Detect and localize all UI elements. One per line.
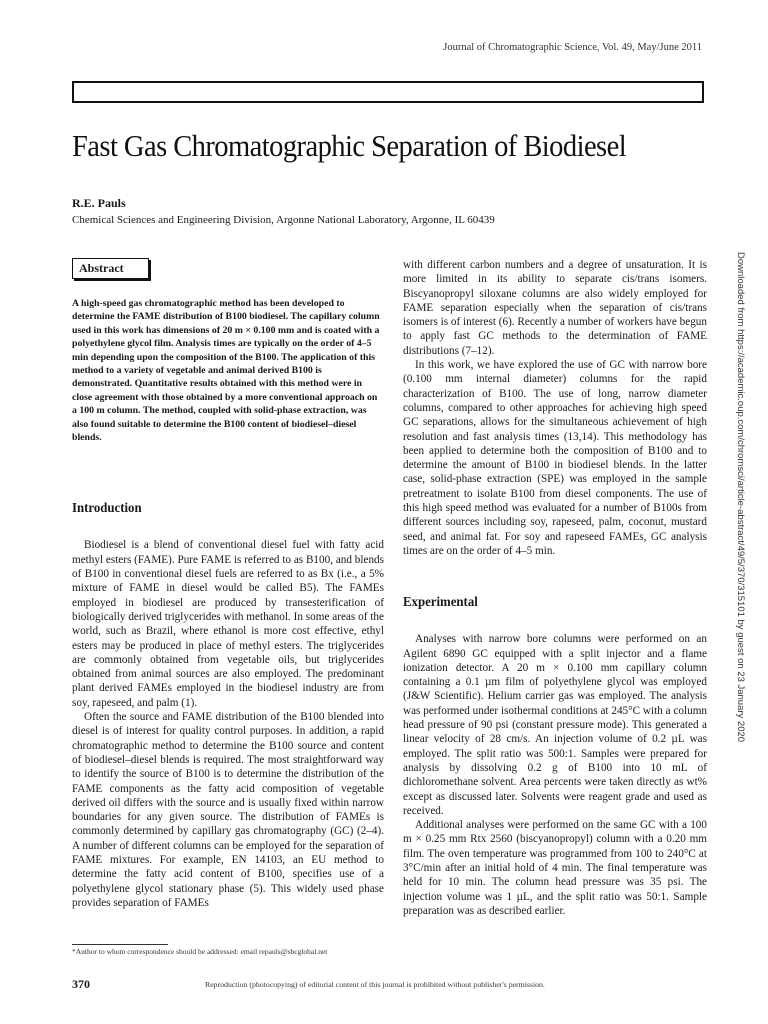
introduction-paragraph-1: Biodiesel is a blend of conventional diesel fuel with fatty acid methyl esters (FAME). Pure FAME is referred to as B100, and blends of B100 in conventional diesel fuels are referred to as Bx (i.e., a 5% mixture of FAME in diesel would be called B5). The FAMEs employed in biodiesel are produced by transesterification of biologically derived triglycerides with methanol. In some areas of the world, such as Brazil, where ethanol is more cost effective, ethyl esters may be produced in place of methyl esters. The triglycerides are commonly obtained from vegetable oils, but triglycerides obtained from animal sources are also employed. The predominant plant derived FAMEs employed in the biodiesel industry are from soy, rapeseed, and palm (1). xyxy=(72,539,384,709)
left-column xyxy=(72,258,384,910)
experimental-heading: Experimental xyxy=(403,594,478,610)
author-affiliation: Chemical Sciences and Engineering Division, Argonne National Laboratory, Argonne, IL 60439 xyxy=(72,214,495,226)
abstract-text: A high-speed gas chromatographic method has been developed to determine the FAME distribution of B100 biodiesel. The capillary column used in this work has dimensions of 20 m × 0.100 mm and is coated with a polyethylene glycol film. Analysis times are typically on the order of 4–5 min depending upon the composition of the B100. The application of this method to a variety of vegetable and animal derived B100 is demonstrated. Quantitative results obtained with this method were in close agreement with those obtained by a more conventional approach on a 100 m column. The method, coupled with solid-phase extraction, was also found suitable to determine the B100 content of biodiesel–diesel blends. xyxy=(72,298,380,444)
footnote-rule xyxy=(72,944,168,945)
experimental-paragraph-2: Additional analyses were performed on the same GC with a 100 m × 0.25 mm Rtx 2560 (biscyanopropyl) column with a 0.20 mm film. The oven temperature was programmed from 100 to 240°C at 3°C/min after an initial hold of 4 min. The final temperature was held for 10 min. The column head pressure was 35 psi. The injection volume was 1 µL, and the split ratio was 50:1. Sample preparation was as described earlier. xyxy=(403,819,707,917)
journal-citation: Journal of Chromatographic Science, Vol. 49, May/June 2011 xyxy=(443,42,702,53)
right-column xyxy=(403,258,707,918)
experimental-paragraph-1: Analyses with narrow bore columns were performed on an Agilent 6890 GC equipped with a split injector and a flame ionization detector. A 20 m × 0.100 mm capillary column containing a 0.1 µm film of polyethylene glycol was employed (J&W Scientific). Helium carrier gas was employed. The analysis was performed under isothermal conditions at 245°C with a column head pressure of 90 psi (constant pressure mode). This generated a linear velocity of 28 cm/s. An injection volume of 0.2 µL was employed. The split ratio was 500:1. Samples were prepared for analysis by dissolving 0.2 g of B100 into 10 mL of dichloromethane solvent. Area percents were taken directly as wt% except as discussed later. Solvents were reagent grade and used as received. xyxy=(403,633,707,817)
download-watermark: Downloaded from https://academic.oup.com/chromsci/article-abstract/49/5/370/315101 by guest on 23 January 2020 xyxy=(735,252,746,743)
reproduction-notice: Reproduction (photocopying) of editorial content of this journal is prohibited without publisher's permission. xyxy=(205,980,545,989)
author-name: R.E. Pauls xyxy=(72,196,126,210)
article-title: Fast Gas Chromatographic Separation of Biodiesel xyxy=(72,128,627,163)
introduction-paragraph-3: with different carbon numbers and a degree of unsaturation. It is more limited in its ability to separate cis/trans isomers. Biscyanopropyl siloxane columns are also widely employed for FAME separation especially when the separation of cis/trans isomers is of interest (6). Recently a number of workers have begun to apply fast GC methods to the determination of FAME distributions (7–12). xyxy=(403,259,707,357)
introduction-heading: Introduction xyxy=(72,500,142,516)
abstract-label: Abstract xyxy=(72,258,149,279)
author-footnote: *Author to whom correspondence should be addressed: email repauls@sbcglobal.net xyxy=(72,947,328,956)
introduction-paragraph-2: Often the source and FAME distribution of the B100 blended into diesel is of interest for quality control purposes. In addition, a rapid chromatographic method to determine the B100 source and content of biodiesel–diesel blends is required. The most straightforward way to identify the source of B100 is to determine the distribution of the FAME components as the fatty acid composition of vegetable derived oil differs with the source and is usually fixed within narrow boundaries for any given source. The distribution of FAMEs is commonly determined by capillary gas chromatography (GC) (2–4). A number of different columns can be employed for the separation of FAME mixtures. For example, EN 14103, an EU method to determine the fatty acid content of B100, specifies use of a polyethylene glycol stationary phase (5). This widely used phase provides separation of FAMEs xyxy=(72,711,384,909)
header-rule-box xyxy=(72,81,704,103)
introduction-paragraph-4: In this work, we have explored the use of GC with narrow bore (0.100 mm internal diameter) columns for the rapid characterization of B100. The use of long, narrow diameter columns, compared to other approaches for achieving high speed GC separations, allows for the simultaneous achievement of high resolution and fast analysis times (13,14). This methodology has been applied to determine both the composition of B100 and to determine the amount of B100 in biodiesel blends. In the latter case, solid-phase extraction (SPE) was employed in the sample pretreatment to isolate B100 from diesel components. The use of this high speed method was evaluated for a number of B100s from different sources including soy, rapeseed, palm, coconut, mustard seed, and animal fat. For soy and rapeseed FAMEs, GC analysis times are on the order of 4–5 min. xyxy=(403,359,707,557)
page-number: 370 xyxy=(72,977,90,991)
